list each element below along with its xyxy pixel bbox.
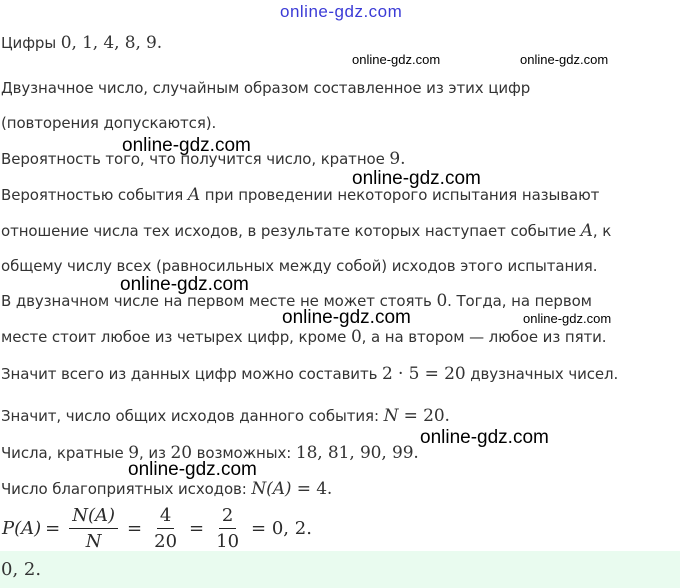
- formula-lhs: P(A): [2, 517, 42, 539]
- fraction-1: [69, 505, 118, 552]
- watermark: online-gdz.com: [523, 311, 612, 326]
- fraction-2-denominator: 20: [154, 530, 178, 552]
- task-line-1: Двузначное число, случайным образом составленное из этих цифр: [1, 79, 531, 97]
- fraction-1-denominator: N: [85, 530, 102, 552]
- formula-result: = 0, 2.: [251, 517, 312, 539]
- fraction-3-numerator: 2: [219, 505, 236, 529]
- watermark: online-gdz.com: [122, 135, 251, 156]
- fraction-2: [151, 505, 180, 552]
- fraction-3-denominator: 10: [216, 530, 240, 552]
- watermark: online-gdz.com: [520, 52, 609, 67]
- fraction-1-numerator: N(A): [69, 505, 118, 529]
- watermark: online-gdz.com: [352, 168, 481, 189]
- solution-line-1: В двузначном числе на первом месте не может стоять 0. Тогда, на первом: [1, 291, 592, 311]
- answer-box: [0, 551, 680, 588]
- definition-line-2: отношение числа тех исходов, в результате которых наступает событие A, к: [1, 221, 612, 241]
- multiples-line: Числа, кратные 9, из 20 возможных: 18, 81, 90, 99.: [1, 443, 419, 463]
- watermark: online-gdz.com: [128, 459, 257, 480]
- watermark-top: online-gdz.com: [280, 2, 403, 21]
- probability-formula: [2, 500, 316, 556]
- formula-equals: =: [189, 517, 205, 539]
- digits-line: Цифры 0, 1, 4, 8, 9.: [1, 33, 163, 53]
- solution-line-2: месте стоит любое из четырех цифр, кроме 0, а на втором — любое из пяти.: [1, 327, 607, 347]
- task-line-2: (повторения допускаются).: [1, 114, 217, 132]
- definition-line-1: Вероятностью события A при проведении некоторого испытания называют: [1, 185, 600, 205]
- fraction-2-numerator: 4: [157, 505, 174, 529]
- question-line: Вероятность того, что получится число, кратное 9.: [1, 149, 406, 169]
- watermark: online-gdz.com: [352, 52, 441, 67]
- answer-value: 0, 2.: [1, 559, 42, 580]
- formula-equals: =: [127, 517, 143, 539]
- watermark: online-gdz.com: [420, 427, 549, 448]
- watermark: online-gdz.com: [282, 307, 411, 328]
- definition-line-3: общему числу всех (равносильных между собой) исходов этого испытания.: [1, 257, 598, 275]
- solution-line-3: Значит всего из данных цифр можно составить 2 · 5 = 20 двузначных чисел.: [1, 364, 619, 384]
- fraction-3: [213, 505, 242, 552]
- formula-equals: =: [45, 517, 61, 539]
- favorable-outcomes-line: Число благоприятных исходов: N(A) = 4.: [1, 479, 333, 499]
- total-outcomes-line: Значит, число общих исходов данного события: N = 20.: [1, 406, 450, 426]
- watermark: online-gdz.com: [120, 274, 249, 295]
